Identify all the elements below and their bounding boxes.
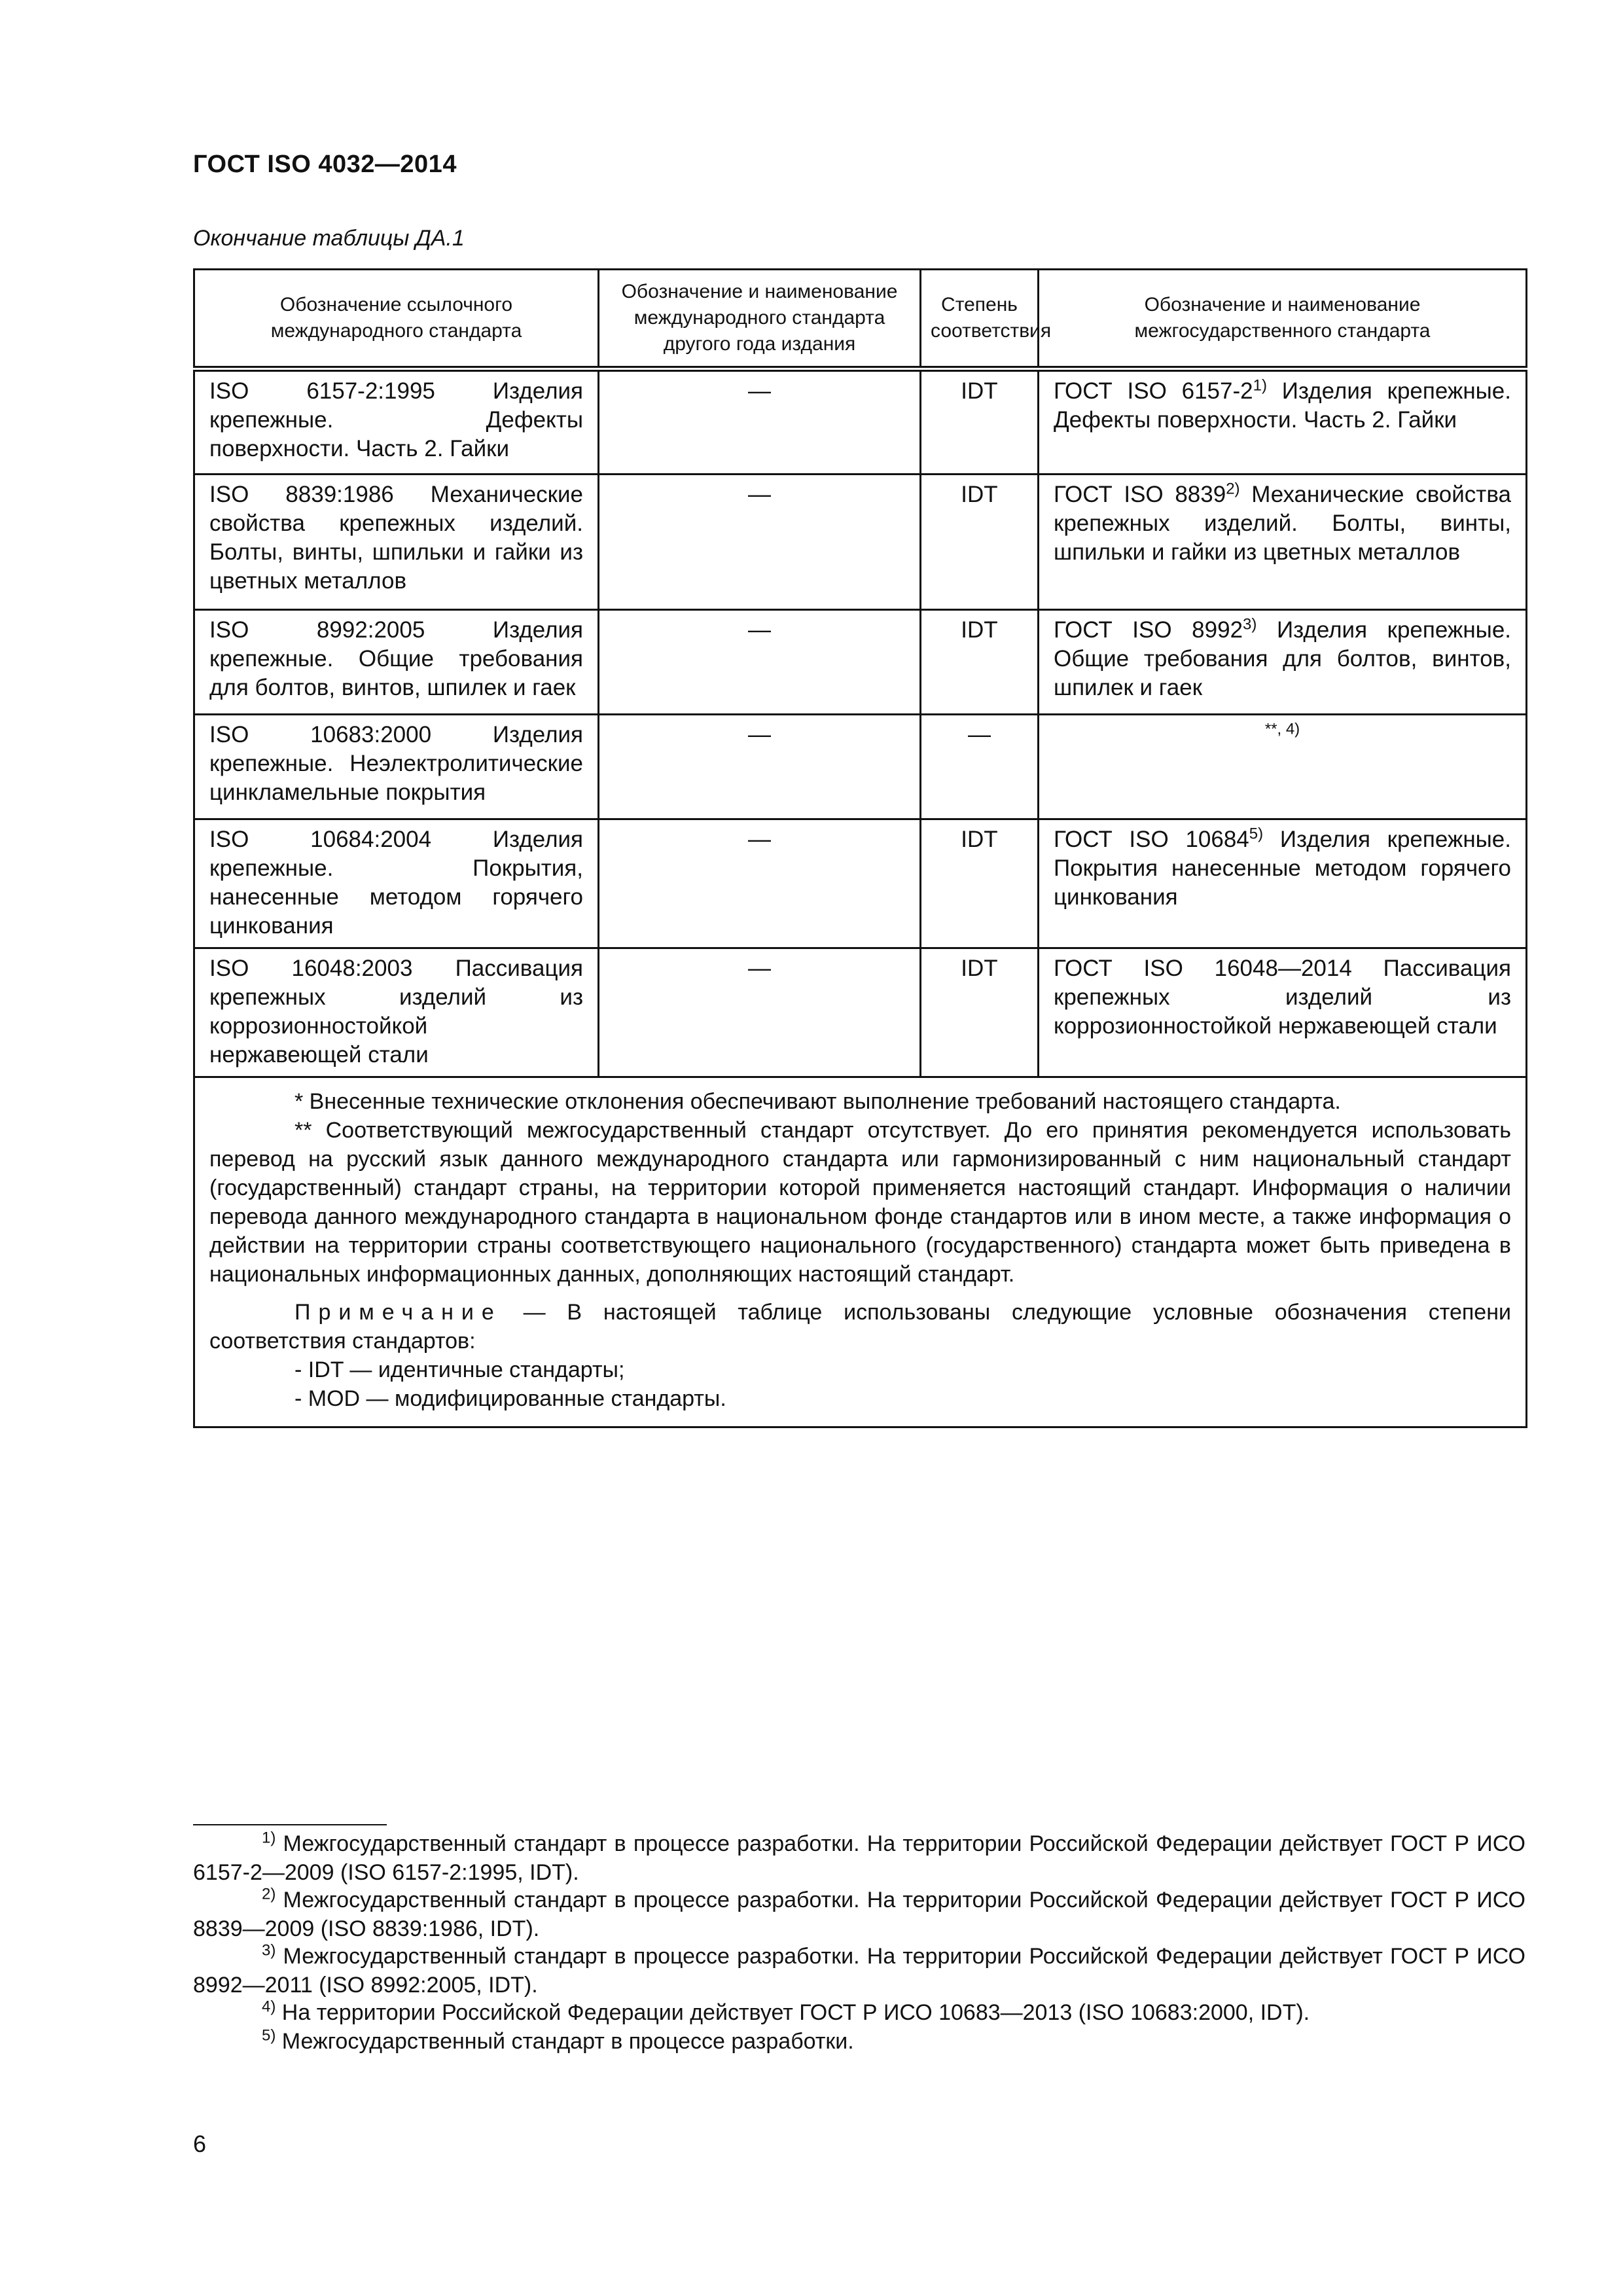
footnote-4 [193, 1998, 1525, 2027]
cell-gost [1039, 369, 1527, 475]
header-interstate-standard: Обозначение и наименование межгосударственного стандарта [1039, 270, 1527, 369]
footnote-mark: 3) [1243, 615, 1257, 634]
footnote-2 [193, 1886, 1525, 1943]
footnote-text: На территории Российской Федерации действует ГОСТ Р ИСО 10683—2013 (ISO 10683:2000, IDT). [276, 2000, 1310, 2025]
cell-other: — [599, 475, 921, 610]
gost-title: Изделия крепежные. Дефекты поверхности. Часть 2. Гайки [1054, 378, 1511, 433]
table-notes [194, 1077, 1527, 1427]
header-other-year-standard: Обозначение и наименование международного стандарта другого года издания [599, 270, 921, 369]
gost-title: Механические свойства крепежных изделий. Болты, винты, шпильки и гайки из цветных металлов [1054, 482, 1511, 565]
cell-gost [1039, 948, 1527, 1077]
table-header-row [194, 270, 1527, 369]
note-text: — В настоящей таблице использованы следующие условные обозначения степени соответствия стандартов: [209, 1300, 1511, 1354]
note-idt: - IDT — идентичные стандарты; [294, 1357, 625, 1382]
page-number: 6 [193, 2130, 207, 2157]
note-mod: - MOD — модифицированные стандарты. [294, 1386, 726, 1411]
cell-other: — [599, 715, 921, 819]
footnote-divider [193, 1824, 387, 1825]
footnote-mark: 1) [1253, 376, 1267, 395]
footnote-mark: 4) [262, 1998, 276, 2016]
header-degree: Степень соответствия [921, 270, 1039, 369]
gost-designation: ГОСТ ISO 6157-2 [1054, 378, 1253, 404]
cell-degree: — [921, 715, 1039, 819]
footnote-text: Межгосударственный стандарт в процессе разработки. [276, 2029, 854, 2054]
cell-gost [1039, 610, 1527, 715]
note-paragraph [209, 1298, 1511, 1355]
table-row [194, 475, 1527, 610]
cell-gost [1039, 475, 1527, 610]
gost-designation: ГОСТ ISO 10684 [1054, 827, 1249, 852]
table-row [194, 610, 1527, 715]
note-star-2: ** Соответствующий межгосударственный стандарт отсутствует. До его принятия рекомендуется использовать перевод на русский язык данного международного стандарта или гармонизированный с ним национальный стандарт (государственный) стандарт страны, на территории которой применяется настоящий стандарт. Информация о наличии перевода данного международного стандарта в национальном фонде стандартов или в ином месте, а также информация о действии на территории страны соответствующего национального (государственного) стандарта может быть приведена в национальных информационных данных, дополняющих настоящий стандарт. [209, 1118, 1511, 1287]
footnote-text: Межгосударственный стандарт в процессе разработки. На территории Российской Федерации действует ГОСТ Р ИСО 6157-2—2009 (ISO 6157-2:1995, IDT). [193, 1831, 1525, 1885]
cell-ref: ISO 8992:2005 Изделия крепежные. Общие требования для болтов, винтов, шпилек и гаек [194, 610, 599, 715]
cell-degree: IDT [921, 610, 1039, 715]
cell-degree: IDT [921, 948, 1039, 1077]
table-notes-row [194, 1077, 1527, 1427]
document-title: ГОСТ ISO 4032—2014 [193, 151, 457, 178]
footnote-text: Межгосударственный стандарт в процессе разработки. На территории Российской Федерации действует ГОСТ Р ИСО 8839—2009 (ISO 8839:1986, IDT). [193, 1888, 1525, 1941]
cell-other: — [599, 610, 921, 715]
cell-ref: ISO 6157-2:1995 Изделия крепежные. Дефекты поверхности. Часть 2. Гайки [194, 369, 599, 475]
cell-ref: ISO 10683:2000 Изделия крепежные. Неэлектролитические цинкламельные покрытия [194, 715, 599, 819]
footnote-mark: 5) [262, 2026, 276, 2045]
footnote-mark: **, 4) [1264, 720, 1300, 738]
note-star-1: * Внесенные технические отклонения обеспечивают выполнение требований настоящего стандарта. [294, 1089, 1341, 1114]
cell-ref: ISO 8839:1986 Механические свойства крепежных изделий. Болты, винты, шпильки и гайки из цветных металлов [194, 475, 599, 610]
gost-designation: ГОСТ ISO 8839 [1054, 482, 1226, 507]
reference-standards-table [193, 268, 1527, 1428]
footnote-mark: 2) [1226, 480, 1240, 498]
footnote-mark: 1) [262, 1829, 276, 1847]
footnote-5 [193, 2027, 1525, 2056]
table-row [194, 948, 1527, 1077]
footnote-mark: 5) [1249, 825, 1264, 843]
table-row [194, 819, 1527, 948]
cell-gost [1039, 715, 1527, 819]
footnote-3 [193, 1942, 1525, 2000]
cell-gost [1039, 819, 1527, 948]
table-row [194, 369, 1527, 475]
cell-degree: IDT [921, 475, 1039, 610]
gost-title: Изделия крепежные. Общие требования для болтов, винтов, шпилек и гаек [1054, 617, 1512, 700]
footnote-text: Межгосударственный стандарт в процессе разработки. На территории Российской Федерации действует ГОСТ Р ИСО 8992—2011 (ISO 8992:2005, IDT). [193, 1944, 1525, 1998]
cell-degree: IDT [921, 369, 1039, 475]
footnote-1 [193, 1829, 1525, 1887]
footnote-mark: 2) [262, 1885, 276, 1903]
header-ref-standard: Обозначение ссылочного международного стандарта [194, 270, 599, 369]
note-label: Примечание [294, 1300, 502, 1325]
cell-other: — [599, 948, 921, 1077]
table-row [194, 715, 1527, 819]
cell-ref: ISO 16048:2003 Пассивация крепежных изделий из коррозионностойкой нержавеющей стали [194, 948, 599, 1077]
cell-other: — [599, 369, 921, 475]
cell-degree: IDT [921, 819, 1039, 948]
gost-designation: ГОСТ ISO 8992 [1054, 617, 1243, 643]
footnote-mark: 3) [262, 1941, 276, 1960]
table-caption: Окончание таблицы ДА.1 [193, 226, 465, 251]
cell-other: — [599, 819, 921, 948]
gost-designation: ГОСТ ISO 16048—2014 Пассивация крепежных изделий из коррозионностойкой нержавеющей стали [1054, 956, 1511, 1039]
cell-ref: ISO 10684:2004 Изделия крепежные. Покрытия, нанесенные методом горячего цинкования [194, 819, 599, 948]
gost-title: Изделия крепежные. Покрытия нанесенные методом горячего цинкования [1054, 827, 1511, 910]
